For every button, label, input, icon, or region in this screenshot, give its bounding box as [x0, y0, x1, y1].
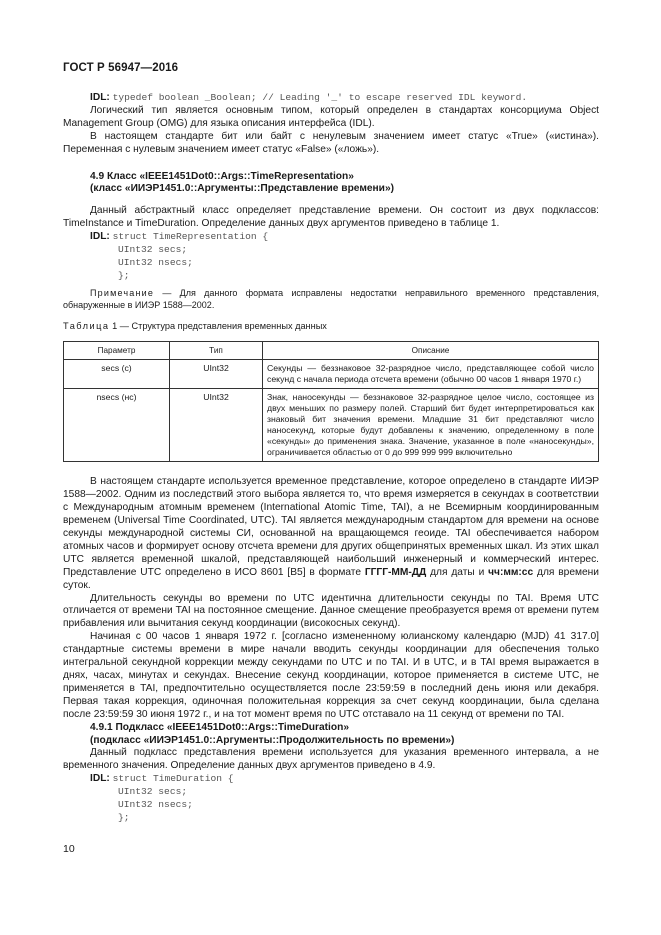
table-cell: Секунды — беззнаковое 32-разрядное число, представляющее собой число секунд с начала периода отсчета времени (обычно 00 часов 1 января 1970 г.) [263, 360, 599, 389]
table-caption-text: 1 — Структура представления временных данных [109, 321, 327, 332]
idl-struct-line [63, 231, 599, 244]
paragraph-time-representation [63, 476, 599, 592]
idl-code-line: UInt32 nsecs; [118, 256, 193, 268]
page-content [63, 92, 599, 825]
table-row [64, 389, 599, 462]
idl-code-line: UInt32 secs; [118, 786, 188, 798]
table-caption [63, 320, 599, 332]
text-run: В настоящем стандарте используется временное представление, которое определено в стандарте ИИЭР 1588—2002. Одним из последствий этого выбора является то, что время измеряется в секундах в соответствии с Международным атомным временем (International Atomic Time, TAI), а не Всемирным координированным временем (Universal Time Coordinated, UTC). TAI является международным стандартом для времени на основе секунды международной системы СИ, основанной на вращающемся геоиде. TAI обеспечивается набором атомных часов и формирует основу отсчета времени для других общепринятых временных шкал. Из этих шкал UTC является временной шкалой, представляющей наибольший инженерный и коммерческий интерес. Представление UTC определено в ИСО 8601 [B5] в формате [63, 476, 599, 578]
section-heading-4-9-1: 4.9.1 Подкласс «IEEE1451Dot0::Args::TimeDuration» [90, 721, 349, 733]
idl-code-line: UInt32 secs; [118, 244, 188, 256]
idl-code: struct TimeRepresentation { [112, 231, 269, 243]
table-caption-label: Таблица [63, 321, 110, 332]
data-table [63, 341, 599, 462]
idl-boolean-line [63, 92, 599, 105]
note [63, 288, 599, 312]
paragraph-leap-seconds: Начиная с 00 часов 1 января 1972 г. [согласно измененному юлианскому календарю (MJD) 41 317.0] стандартные системы времени в мире начали вводить секунды координации для обеспечения только интегральной секундной коррекции между секундами по UTC и по TAI. И в UTC, и в TAI время выражается в днях, часах, минутах и секундах. Внесение секунд координации, которое применяется в системе UTC, не применяется в TAI, предпочтительно осуществляется после 23:59:59 в последний день июня или декабря. Первая такая коррекция, одиночная положительная коррекция за счет секунд координации, была сделана после 23:59:59 30 июня 1972 г., и на тот момент время по UTC отставало на 11 секунд от времени по TAI. [63, 631, 599, 720]
table-header-row [64, 342, 599, 360]
column-header: Описание [263, 342, 599, 360]
time-format: чч:мм:сс [488, 566, 534, 578]
document-header: ГОСТ Р 56947—2016 [63, 62, 179, 74]
note-text: — Для данного формата исправлены недостатки неправильного временного представления, обнаруженные в ИИЭР 1588—2002. [63, 287, 599, 310]
date-format: ГГГГ-ММ-ДД [364, 566, 427, 578]
column-header: Параметр [64, 342, 170, 360]
idl-code: struct TimeDuration { [112, 773, 234, 785]
table-cell: UInt32 [170, 389, 263, 462]
paragraph-second-duration: Длительность секунды во времени по UTC идентична длительности секунды по TAI. Время UTC отличается от времени TAI на постоянное смещение. Данное смещение преобразуется время от времени путем прибавления или вычитания секунд координации (високосных секунд). [63, 592, 599, 630]
note-label: Примечание [90, 287, 155, 298]
section-heading-4-9-1-translation: (подкласс «ИИЭР1451.0::Аргументы::Продолжительность по времени») [90, 734, 455, 746]
idl-code: typedef boolean _Boolean; // Leading '_' to escape reserved IDL keyword. [112, 92, 528, 103]
idl-struct-line [63, 773, 599, 786]
column-header: Тип [170, 342, 263, 360]
table-cell: Знак, наносекунды — беззнаковое 32-разрядное целое число, состоящее из двух меньших по размеру полей. Старший бит будет интерпретироваться как знаковый бит значения времени. Младшие 31 бит представляют число наносекунд, которые будут добавлены к значению, определенному в поле «секунды» до применения знака. Значение, указанное в поле «наносекунды», ограничивается областью от 0 до 999 999 999 включительно [263, 389, 599, 462]
idl-code-line: }; [118, 269, 130, 281]
table-cell: UInt32 [170, 360, 263, 389]
idl-label: IDL: [90, 773, 110, 785]
idl-label: IDL: [90, 92, 110, 103]
section-heading-4-9-translation: (класс «ИИЭР1451.0::Аргументы::Представление времени») [90, 183, 394, 195]
paragraph-bit-status: В настоящем стандарте бит или байт с ненулевым значением имеет статус «True» («истина»). Переменная с нулевым значением имеет статус «False» («ложь»). [63, 130, 599, 155]
section-heading-4-9: 4.9 Класс «IEEE1451Dot0::Args::TimeRepresentation» [90, 170, 354, 182]
table-row [64, 360, 599, 389]
idl-code-line: UInt32 nsecs; [118, 799, 193, 811]
text-run: для даты и [426, 566, 489, 578]
idl-label: IDL: [90, 231, 110, 243]
idl-code-line: }; [118, 811, 130, 823]
text-run: для времени суток. [63, 566, 599, 591]
table-cell: secs (с) [64, 360, 170, 389]
table-cell: nsecs (нс) [64, 389, 170, 462]
paragraph-boolean-type: Логический тип является основным типом, который определен в стандартах консорциума Object Management Group (OMG) для языка описания интерфейса (IDL). [63, 104, 599, 129]
paragraph-time-duration: Данный подкласс представления времени используется для указания временного интервала, а не временного значения. Определение данных двух аргументов приведено в 4.9. [63, 747, 599, 772]
page-number: 10 [63, 843, 75, 855]
paragraph-abstract-class: Данный абстрактный класс определяет представление времени. Он состоит из двух подклассов: TimeInstance и TimeDuration. Определение данных двух аргументов приведено в таблице 1. [63, 205, 599, 230]
